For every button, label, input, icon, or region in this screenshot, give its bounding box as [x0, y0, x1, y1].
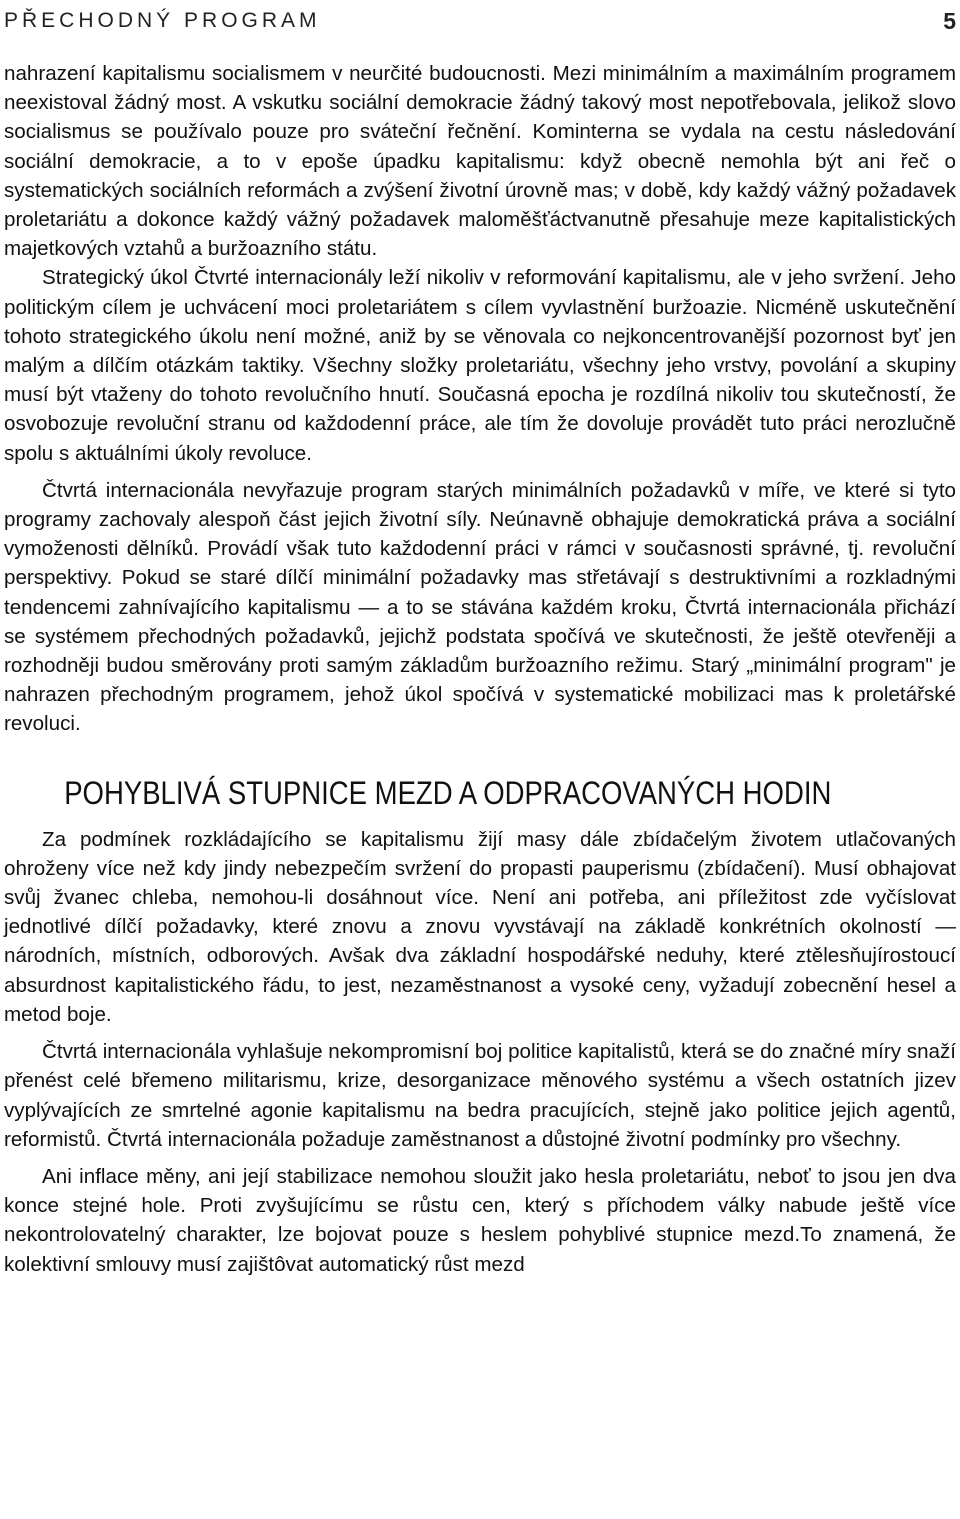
paragraph: Čtvrtá internacionála vyhlašuje nekompromisní boj politice kapitalistů, která se do značné míry snaží přenést celé břemeno militarismu, krize, desorganizace měnového systému a všech ostatních jizev vyplývajících ze smrtelné agonie kapitalismu na bedra pracujících, stejně jako politice jejich agentů, reformistů. Čtvrtá internacionála požaduje zaměstnanost a důstojné životní podmínky pro všechny. [4, 1040, 956, 1151]
paragraph: Čtvrtá internacionála nevyřazuje program starých minimálních požadavků v míře, ve které si tyto programy zachovaly alespoň část jejich životní síly. Neúnavně obhajuje demokratická práva a sociální vymoženosti dělníků. Provádí však tuto každodenní práci v rámci v současnosti správné, tj. revoluční perspektivy. Pokud se staré dílčí minimální požadavky mas střetávají s destruktivními a rozkladnými tendencemi zahnívajícího kapitalismu — a to se stávána každém kroku, Čtvrtá internacionála přichází se systémem přechodných požadavků, jejichž podstata spočívá ve skutečnosti, že ještě otevřeněji a rozhodněji budou směrovány proti samým základům buržoazního režimu. Starý „minimální program" je nahrazen přechodným programem, jehož úkol spočívá v systematické mobilizaci mas k proletářské revoluci. [4, 478, 956, 736]
section-heading: POHYBLIVÁ STUPNICE MEZD A ODPRACOVANÝCH HODIN [64, 774, 832, 811]
running-title: PŘECHODNÝ PROGRAM [4, 9, 321, 32]
page-number: 5 [943, 7, 956, 34]
paragraph: Strategický úkol Čtvrté internacionály leží nikoliv v reformování kapitalismu, ale v jeho svržení. Jeho politickým cílem je uchvácení moci proletariátem s cílem vyvlastnění buržoazie. Nicméně uskutečnění tohoto strategického úkolu není možné, aniž by se věnovala co nejkoncentrovanější pozornost byť jen malým a dílčím otázkám taktiky. Všechny složky proletariátu, všechny jeho vrstvy, povolání a skupiny musí být vtaženy do tohoto revolučního hnutí. Současná epocha je rozdílná nikoliv tou skutečností, že osvobozuje revoluční stranu od každodenní práce, ale tím že dovoluje provádět tuto práci nerozlučně spolu s aktuálními úkoly revoluce. [4, 266, 956, 465]
running-header [4, 6, 956, 36]
body-text [4, 59, 956, 1279]
paragraph: nahrazení kapitalismu socialismem v neurčité budoucnosti. Mezi minimálním a maximálním programem neexistoval žádný most. A vskutku sociální demokracie žádný takový most nepotřebovala, jelikož slovo socialismus se používalo pouze pro sváteční řečnění. Kominterna se vydala na cestu následování sociální demokracie, a to v epoše úpadku kapitalismu: když obecně nemohla být ani řeč o systematických sociálních reformách a zvýšení životní úrovně mas; v době, kdy každý vážný požadavek proletariátu a dokonce každý vážný požadavek maloměšťáctvanutně přesahuje meze kapitalistických majetkových vztahů a buržoazního státu. [4, 62, 956, 261]
paragraph: Ani inflace měny, ani její stabilizace nemohou sloužit jako hesla proletariátu, neboť to jsou jen dva konce stejné hole. Proti zvyšujícímu se růstu cen, který s příchodem války nabude ještě více nekontrolovatelný charakter, lze bojovat pouze s heslem pohyblivé stupnice mezd.To znamená, že kolektivní smlouvy musí zajištôvat automatický růst mezd [4, 1164, 956, 1276]
paragraph: Za podmínek rozkládajícího se kapitalismu žijí masy dále zbídačelým životem utlačovaných ohroženy více než kdy jindy nebezpečím svržení do propasti pauperismu (zbídačení). Musí obhajovat svůj žvanec chleba, nemohou-li dosáhnout více. Není ani potřeba, ani příležitost zde vyčíslovat jednotlivé dílčí požadavky, které znovu a znovu vyvstávají na základě konkrétních okolností — národních, místních, odborových. Avšak dva základní hospodářské neduhy, které ztělesňujírostoucí absurdnost kapitalistického řádu, to jest, nezaměstnanost a vysoké ceny, vyžadují zobecnění hesel a metod boje. [4, 827, 956, 1026]
